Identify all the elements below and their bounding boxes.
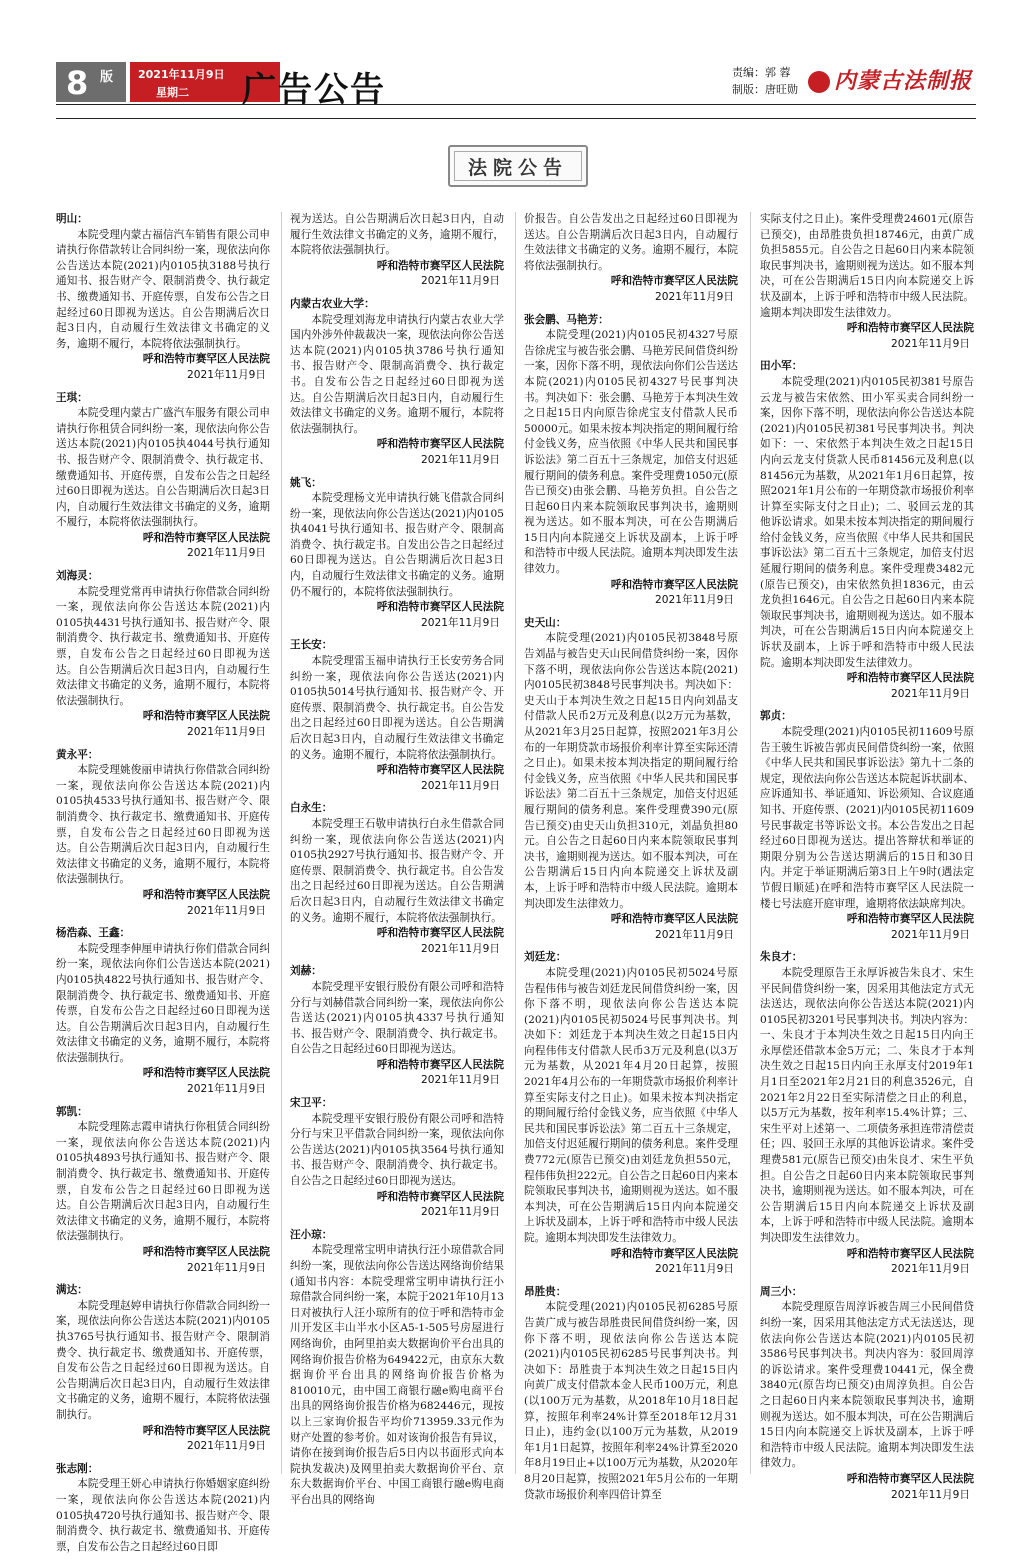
notice-addressee: 明山： [56,213,88,225]
notice-body: 本院受理平安银行股份有限公司呼和浩特分行与宋卫平借款合同纠纷一案，现依法向你公告送达(2021)内0105执3564号执行通知书、报告财产令、限制消费令、执行裁定书。自公告之日起经过60日即视为送达。 [290,1112,504,1188]
court-notice [760,212,974,352]
notice-body: 本院受理杨文光申请执行姚飞借款合同纠纷一案，现依法向你公告送达(2021)内0105执4041号执行通知书、报告财产令、限制高消费令、执行裁定书。自发出公告之日起经过60日即视为送达。自公告期满后次日起3日内，自动履行生效法律文书确定的义务。逾期仍不履行的，本院将依法强制执行。 [290,492,504,598]
notice-date: 2021年11月9日 [421,779,500,792]
notice-body: 本院受理(2021)内0105民初3848号原告刘晶与被告史天山民间借贷纠纷一案，因你下落不明，现依法向你公告送达本院(2021)内0105民初3848号民事判决书。判决如下：史天山于本判决生效之日起15日内向刘晶支付借款人民币2万元及利息(以2万元为基数，从2021年3月25日起算，按照2021年3月公布的一年期贷款市场报价利率计算至实际还清之日止)。如果未按本判决指定的期间履行给付金钱义务，应当依照《中华人民共和国民事诉讼法》第二百五十三条规定，加倍支付迟延履行期间的债务利息。案件受理费390元(原告已预交)由史天山负担310元，刘晶负担80元。自公告之日起60日内来本院领取民事判决书，逾期则视为送达。如不服本判决，可在公告期满后15日内向本院递交上诉状及副本，上诉于呼和浩特市中级人民法院。逾期本判决即发生法律效力。 [524,632,738,910]
court-notice [524,212,738,306]
court-notice [760,950,974,1277]
notice-body: 本院受理常宝明申请执行汪小琼借款合同纠纷一案，现依法向你公告送达网络询价结果(通知书内容：本院受理常宝明申请执行汪小琼借款合同纠纷一案，本院于2021年10月13日对被执行人汪小琼所有的位于呼和浩特市金川开发区丰山半水小区A5-1-505号房屋进行网络询价，由阿里拍卖大数据询价平台出具的网络询价报告价格为649422元，由京东大数据询价平台出具的网络询价报告价格为810010元，由中国工商银行融e购电商平台出具的网络询价报告价格为682446元，现按以上三家询价报告平均价713959.33元作为财产处置的参考价。如对该询价报告有异议，请你在接到询价报告后5日内以书面形式向本院执发裁决)及网里拍卖大数据询价平台、京东大数据询价平台、中国工商银行融e购电商平台出具的网络询 [290,1244,504,1506]
column-divider [515,212,516,1474]
court-notice [760,709,974,943]
notice-body: 价报告。自公告发出之日起经过60日即视为送达。自公告期满后次日起3日内，自动履行生效法律文书确定的义务。逾期不履行，本院将依法强制执行。 [524,213,738,272]
court-notice [290,638,504,794]
notice-body: 本院受理(2021)内0105民初5024号原告程伟伟与被告刘廷龙民间借贷纠纷一案，因你下落不明，现依法向你公告送达本院(2021)内0105民初5024号民事判决书。判决如下：刘廷龙于本判决生效之日起15日内向程伟伟支付借款人民币3万元及利息(以3万元为基数，从2021年4月20日起算，按照2021年4月公布的一年期贷款市场报价利率计算至实际支付之日止)。如果未按本判决指定的期间履行给付金钱义务，应当依照《中华人民共和国民事诉讼法》第二百五十三条规定，加倍支付迟延履行期间的债务利息。案件受理费772元(原告已预交)由刘廷龙负担550元，程伟伟负担222元。自公告之日起60日内来本院领取民事判决书，逾期则视为送达。如不服本判决，可在公告期满后15日内向本院递交上诉状及副本，上诉于呼和浩特市中级人民法院。逾期本判决即发生法律效力。 [524,966,738,1244]
notice-addressee: 郭贞： [760,710,792,723]
court-notice [56,926,270,1098]
notice-addressee: 田小军： [760,360,803,373]
notice-body: 本院受理(2021)内0105民初6285号原告黄广成与被告昂胜贵民间借贷纠纷一案，因你下落不明，现依法向你公告送达本院(2021)内0105民初6285号民事判决书。判决如下：昂胜贵于本判决生效之日起15日内向黄广成支付借款本金人民币100万元，利息(以100万元为基数，从2018年10月18日起算，按照年利率24%计算至2018年12月31日止)，违约金(以100万元为基数，从2019年1月1日起算，按照年利率24%计算至2020年8月19日止+以100万元为基数，从2020年8月20日起算，按照2021年5月公布的一年期贷款市场报价利率四倍计算至 [524,1301,738,1501]
notice-date: 2021年11月9日 [187,368,266,381]
court-notice [56,1462,270,1556]
notice-body: 本院受理李伸厘申请执行你们借款合同纠纷一案，现依法向你们公告送达本院(2021)内0105执4822号执行通知书、报告财产令、限制消费令、执行裁定书、缴费通知书、开庭传票，自发布公告之日起经过60日即视为送达。自公告期满后次日起3日内，自动履行生效法律文书确定的义务，逾期不履行，本院将依法强制执行。 [56,942,270,1064]
notice-court: 呼和浩特市赛罕区人民法院 [610,578,738,591]
notice-court: 呼和浩特市赛罕区人民法院 [610,913,738,926]
notice-addressee: 满达： [56,1284,88,1297]
notice-court: 呼和浩特市赛罕区人民法院 [376,438,504,451]
notice-addressee: 朱良才： [760,951,803,964]
page-number: 8 [66,64,89,102]
banner-title: 法院公告 [467,157,568,179]
notice-body: 本院受理陈志霞申请执行你租赁合同纠纷一案，现依法向你公告送达本院(2021)内0105执4893号执行通知书、报告财产令、限制消费令、执行裁定书、缴费通知书、开庭传票，自发布公告之日起经过60日即视为送达。自公告期满后次日起3日内，自动履行生效法律文书确定的义务，逾期不履行，本院将依法强制执行。 [56,1121,270,1243]
newspaper-name: 内蒙古法制报 [834,68,973,94]
notice-addressee: 昂胜贵： [524,1285,567,1298]
notice-date: 2021年11月9日 [891,687,970,700]
notice-date: 2021年11月9日 [187,904,266,917]
court-notice [290,1096,504,1221]
notice-court: 呼和浩特市赛罕区人民法院 [376,927,504,940]
notice-court: 呼和浩特市赛罕区人民法院 [142,1424,270,1437]
notice-body: 本院受理党常再申请执行你借款合同纠纷一案，现依法向你公告送达本院(2021)内0105执4431号执行通知书、报告财产令、限制消费令、执行裁定书、缴费通知书、开庭传票，自发布公告之日起经过60日即视为送达。自公告期满后次日起3日内，自动履行生效法律文书确定的义务，逾期不履行，本院将依法强制执行。 [56,585,270,707]
notice-court: 呼和浩特市赛罕区人民法院 [846,672,974,685]
issue-date: 2021年11月9日 [138,68,225,81]
notice-body: 本院受理刘海龙申请执行内蒙古农业大学国内外涉外仲裁裁决一案，现依法向你公告送达本院(2021)内0105执3786号执行通知书、报告财产令、限制高消费令、执行裁定书。自发布公告之日起经过60日即视为送达。自公告期满后次日起3日内，自动履行生效法律文书确定的义务。逾期不履行，本院将依法强制执行。 [290,313,504,435]
notice-date: 2021年11月9日 [421,1206,500,1219]
notice-court: 呼和浩特市赛罕区人民法院 [142,1067,270,1080]
notice-date: 2021年11月9日 [655,594,734,607]
newspaper-logo [808,64,972,95]
court-notice [524,1285,738,1503]
court-notice [56,391,270,563]
court-notice [524,616,738,943]
notice-court: 呼和浩特市赛罕区人民法院 [846,1472,974,1485]
notice-court: 呼和浩特市赛罕区人民法院 [142,888,270,901]
notice-column-3 [524,212,738,1510]
page-label: 版 [100,70,114,85]
notice-date: 2021年11月9日 [891,928,970,941]
notice-date: 2021年11月9日 [187,726,266,738]
notice-court: 呼和浩特市赛罕区人民法院 [376,601,504,614]
court-notice [56,1105,270,1277]
notice-date: 2021年11月9日 [655,928,734,941]
notice-body: 本院受理雷玉福申请执行王长安劳务合同纠纷一案，现依法向你公告送达(2021)内0105执5014号执行通知书、报告财产令、开庭传票、限制消费令、执行裁定书。自公告发出之日起经过60日即视为送达。自公告期满后次日起3日内，自动履行生效法律文书确定的义务。逾期不履行，本院将依法强制执行。 [290,655,504,761]
notice-body: 本院受理平安银行股份有限公司呼和浩特分行与刘赫借款合同纠纷一案，现依法向你公告送达(2021)内0105执4337号执行通知书、报告财产令、限制消费令、执行裁定书。自公告之日起经过60日即视为送达。 [290,980,504,1056]
header-rule [56,104,976,105]
page-header [56,62,976,110]
notice-body: 本院受理赵婷申请执行你借款合同纠纷一案，现依法向你公告送达本院(2021)内0105执3765号执行通知书、报告财产令、限制消费令、执行裁定书、缴费通知书、开庭传票，自发布公告之日起经过60日即视为送达。自公告期满后次日起3日内，自动履行生效法律文书确定的义务，逾期不履行，本院将依法强制执行。 [56,1299,270,1421]
court-notice [290,297,504,469]
editor-line: 责编：郭 蓉 [732,66,791,79]
court-notice [290,801,504,957]
notice-body: 本院受理王石敬申请执行白永生借款合同纠纷一案，现依法向你公告送达(2021)内0105执2927号执行通知书、报告财产令、开庭传票、限制消费令、执行裁定书。自公告发出之日起经过60日即视为送达。自公告期满后次日起3日内，自动履行生效法律文书确定的义务。逾期不履行，本院将依法强制执行。 [290,817,504,924]
notice-court: 呼和浩特市赛罕区人民法院 [610,1247,738,1260]
notice-date: 2021年11月9日 [421,616,500,629]
notice-addressee: 宋卫平： [290,1097,333,1110]
court-notice [524,313,738,609]
notice-court: 呼和浩特市赛罕区人民法院 [376,1190,504,1203]
court-notice [290,212,504,290]
notice-column-1 [56,212,270,1562]
notice-column-2 [290,212,504,1516]
notice-court: 呼和浩特市赛罕区人民法院 [376,764,504,777]
notice-addressee: 白永生： [290,802,333,815]
notice-addressee: 周三小： [760,1285,803,1298]
column-divider [281,212,282,1474]
notice-body: 本院受理(2021)内0105民初11609号原告王骏生诉被告郭贞民间借贷纠纷一案，依照《中华人民共和国民事诉讼法》第九十二条的规定，现依法向你公告送达本院起诉状副本、应诉通知书、举证通知、诉讼须知、合议庭通知书、开庭传票、(2021)内0105民初11609号民事裁定书等诉讼文书。本公告发出之日起经过60日即视为送达。提出答辩状和举证的期限分别为公告送达期满后的15日和30日内。并定于举证期满后第3日上午9时(遇法定节假日顺延)在呼和浩特市赛罕区人民法院一楼七号法庭开庭审理，逾期将依法缺席判决。 [760,726,974,910]
notice-body: 本院受理(2021)内0105民初381号原告云龙与被告宋依然、田小军买卖合同纠纷一案，因你下落不明，现依法向你公告送达本院(2021)内0105民初381号民事判决书。判决如下：一、宋依然于本判决生效之日起15日内向云龙支付货款人民币81456元及利息(以81456元为基数，从2021年1月6日起算，按照2021年1月公布的一年期贷款市场报价利率计算至实际支付之日止)；二、驳回云龙的其他诉讼请求。如果未按本判决指定的期间履行给付金钱义务，应当依照《中华人民共和国民事诉讼法》第二百五十三条规定，加倍支付迟延履行期间的债务利息。案件受理费3482元(原告已预交)，由宋依然负担1836元，由云龙负担1646元。自公告之日起60日内来本院领取民事判决书，逾期则视为送达。如不服本判决，可在公告期满后15日内向本院递交上诉状及副本，上诉于呼和浩特市中级人民法院。逾期本判决即发生法律效力。 [760,375,974,669]
notice-court: 呼和浩特市赛罕区人民法院 [846,1247,974,1260]
notice-date: 2021年11月9日 [891,1263,970,1276]
notice-body: 实际支付之日止)。案件受理费24601元(原告已预交)，由昂胜贵负担18746元，由黄广成负担5855元。自公告之日起60日内来本院领取民事判决书，逾期则视为送达。如不服本判决，可在公告期满后15日内向本院递交上诉状及副本，上诉于呼和浩特市中级人民法院。逾期本判决即发生法律效力。 [760,213,974,319]
court-notice [56,1283,270,1455]
notice-court: 呼和浩特市赛罕区人民法院 [846,322,974,335]
notice-addressee: 史天山： [524,616,567,629]
notice-body: 本院受理原告周淳诉被告周三小民间借贷纠纷一案，因采用其他法定方式无法送达，现依法向你公告送达本院(2021)内0105民初3586号民事判决书。判决内容为：驳回周淳的诉讼请求。案件受理费10441元，保全费3840元(原告均已预交)由周淳负担。自公告之日起60日内来本院领取民事判决书，逾期则视为送达。如不服本判决，可在公告期满后15日内向本院递交上诉状及副本，上诉于呼和浩特市中级人民法院。逾期本判决即发生法律效力。 [760,1301,974,1470]
notice-addressee: 杨浩森、王鑫： [56,927,131,940]
notice-addressee: 刘海灵： [56,570,99,583]
court-notice [290,964,504,1089]
notice-body: 本院受理王妍心申请执行你婚姻家庭纠纷一案，现依法向你公告送达本院(2021)内0105执4720号执行通知书、报告财产令、限制消费令、执行裁定书、缴费通知书、开庭传票，自发布公告之日起经过60日即 [56,1478,270,1553]
notice-date: 2021年11月9日 [655,1263,734,1276]
notice-date: 2021年11月9日 [187,547,266,560]
notice-addressee: 汪小琼： [290,1228,333,1241]
notice-court: 呼和浩特市赛罕区人民法院 [376,1058,504,1071]
court-notice [56,748,270,920]
notice-body: 本院受理姚俊丽申请执行你借款合同纠纷一案，现依法向你公告送达本院(2021)内0105执4533号执行通知书、报告财产令、限制消费令、执行裁定书、缴费通知书、开庭传票，自发布公告之日起经过60日即视为送达。自公告期满后次日起3日内，自动履行生效法律文书确定的义务，逾期不履行，本院将依法强制执行。 [56,764,270,886]
notice-addressee: 郭凯： [56,1105,88,1118]
notice-court: 呼和浩特市赛罕区人民法院 [142,353,270,366]
notice-addressee: 张志刚： [56,1462,99,1475]
notice-addressee: 黄永平： [56,748,99,761]
notice-court: 呼和浩特市赛罕区人民法院 [376,259,504,272]
header-rule-thin [56,118,976,119]
court-notice [290,476,504,632]
notice-date: 2021年11月9日 [891,1488,970,1501]
court-notice-banner [448,145,588,187]
notice-body: 视为送达。自公告期满后次日起3日内，自动履行生效法律文书确定的义务，逾期不履行，本院将依法强制执行。 [290,213,504,257]
notice-addressee: 王琪： [56,391,88,404]
notice-date: 2021年11月9日 [421,1074,500,1087]
notice-court: 呼和浩特市赛罕区人民法院 [142,1246,270,1258]
notice-body: 本院受理(2021)内0105民初4327号原告徐虎宝与被告张会鹏、马艳芳民间借贷纠纷一案，因你下落不明，现依法向你们公告送达本院(2021)内0105民初4327号民事判决书。判决如下：张会鹏、马艳芳于本判决生效之日起15日内向原告徐虎宝支付借款人民币50000元。如果未按本判决指定的期间履行给付金钱义务，应当依照《中华人民共和国民事诉讼法》第二百五十三条规定，加倍支付迟延履行期间的债务利息。案件受理费1050元(原告已预交)由张会鹏、马艳芳负担。自公告之日起60日内来本院领取民事判决书，逾期则视为送达。如不服本判决，可在公告期满后15日内向本院递交上诉状及副本，上诉于呼和浩特市中级人民法院。逾期本判决即发生法律效力。 [524,329,738,576]
section-title: 广告公告 [242,70,386,110]
court-notice [524,950,738,1277]
notice-date: 2021年11月9日 [421,942,500,955]
court-notice [290,1228,504,1509]
notice-addressee: 刘赫： [290,965,322,978]
logo-emblem-icon [808,71,830,93]
court-notice [760,359,974,702]
notice-court: 呼和浩特市赛罕区人民法院 [142,531,270,544]
notice-addressee: 刘廷龙： [524,951,567,964]
issue-weekday: 星期二 [156,86,189,99]
producer-line: 制版：唐旺勋 [732,83,798,96]
notice-column-4 [760,212,974,1510]
court-notice [760,1285,974,1503]
notice-court: 呼和浩特市赛罕区人民法院 [610,275,738,288]
notice-addressee: 张会鹏、马艳芳： [524,313,609,326]
column-divider [750,212,751,1474]
notice-date: 2021年11月9日 [421,453,500,466]
notice-addressee: 王长安： [290,639,333,652]
notice-addressee: 内蒙古农业大学： [290,297,375,310]
notice-date: 2021年11月9日 [421,275,500,288]
court-notice [56,212,270,384]
notice-body: 本院受理内蒙古广盛汽车服务有限公司申请执行你租赁合同纠纷一案，现依法向你公告送达本院(2021)内0105执4044号执行通知书、报告财产令、限制消费令、执行裁定书、缴费通知书、开庭传票，自发布公告之日起经过60日即视为送达。自公告期满后次日起3日内，自动履行生效法律文书确定的义务，逾期不履行，本院将依法强制执行。 [56,407,270,529]
notice-body: 本院受理原告王永厚诉被告朱良才、宋生平民间借贷纠纷一案，因采用其他法定方式无法送达，现依法向你公告送达本院(2021)内0105民初3201号民事判决书。判决内容为：一、朱良才于本判决生效之日起15日内向王永厚偿还借款本金5万元；二、朱良才于本判决生效之日起15日内向王永厚支付2019年1月1日至2021年2月21日的利息3526元，自2021年2月22日至实际清偿之日止的利息，以5万元为基数，按年利率15.4%计算；三、宋生平对上述第一、二项债务承担连带清偿责任；四、驳回王永厚的其他诉讼请求。案件受理费581元(原告已预交)由朱良才、宋生平负担。自公告之日起60日内来本院领取民事判决书，逾期则视为送达。如不服本判决，可在公告期满后15日内向本院递交上诉状及副本，上诉于呼和浩特市中级人民法院。逾期本判决即发生法律效力。 [760,966,974,1244]
notice-date: 2021年11月9日 [655,290,734,303]
notice-court: 呼和浩特市赛罕区人民法院 [846,913,974,926]
notice-court: 呼和浩特市赛罕区人民法院 [142,710,270,723]
page-number-box [56,62,126,102]
court-notice [56,569,270,741]
notice-date: 2021年11月9日 [187,1440,266,1453]
notice-addressee: 姚飞： [290,476,322,489]
editor-credits [732,64,798,98]
notice-date: 2021年11月9日 [891,337,970,350]
notice-date: 2021年11月9日 [187,1083,266,1096]
notice-date: 2021年11月9日 [187,1261,266,1274]
notice-body: 本院受理内蒙古福信汽车销售有限公司申请执行你借款转让合同纠纷一案，现依法向你公告送达本院(2021)内0105执3188号执行通知书、报告财产令、限制消费令、执行裁定书、缴费通知书、开庭传票，自发布公告之日起经过60日即视为送达。自公告期满后次日起3日内，自动履行生效法律文书确定的义务，逾期不履行，本院将依法强制执行。 [56,228,270,350]
